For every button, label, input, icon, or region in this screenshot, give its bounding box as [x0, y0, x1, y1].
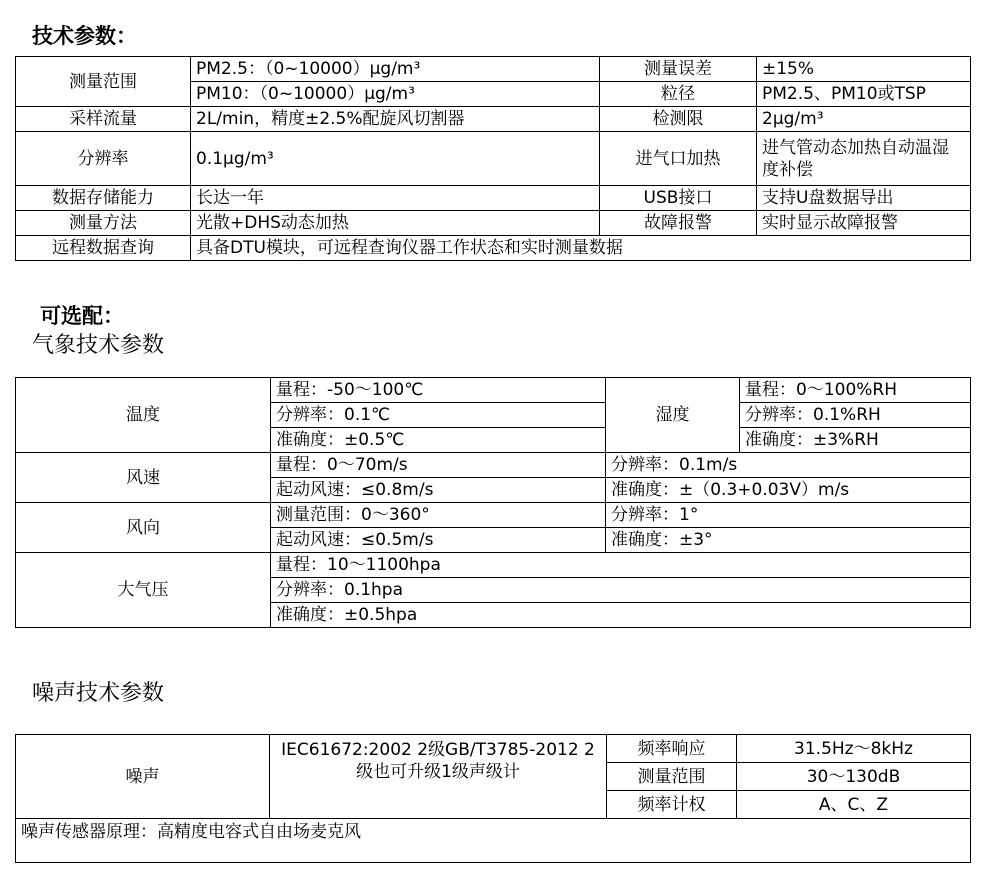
noise-sensor-principle: 噪声传感器原理：高精度电容式自由场麦克风 [16, 819, 971, 863]
wind-direction-range: 测量范围：0～360° [271, 503, 606, 528]
method-value: 光散+DHS动态加热 [191, 211, 600, 236]
storage-label: 数据存储能力 [16, 186, 191, 211]
tech-params-heading: 技术参数： [32, 24, 137, 48]
tech-params-table [15, 56, 971, 261]
wind-speed-label: 风速 [16, 453, 271, 503]
detect-label: 检测限 [600, 107, 757, 132]
noise-params-table [15, 734, 971, 863]
temperature-label: 温度 [16, 378, 271, 453]
noise-range-value: 30～130dB [737, 763, 971, 791]
noise-label: 噪声 [16, 735, 270, 819]
weather-params-table [15, 377, 971, 628]
particle-label: 粒径 [600, 82, 757, 107]
pressure-label: 大气压 [16, 553, 271, 628]
temperature-range: 量程：-50～100℃ [271, 378, 606, 403]
flow-label: 采样流量 [16, 107, 191, 132]
frequency-response-value: 31.5Hz～8kHz [737, 735, 971, 763]
wind-direction-accuracy: 准确度：±3° [606, 528, 971, 553]
usb-label: USB接口 [600, 186, 757, 211]
frequency-weighting-label: 频率计权 [607, 791, 737, 819]
measure-range-label: 测量范围 [16, 57, 191, 107]
remote-label: 远程数据查询 [16, 236, 191, 261]
inlet-value: 进气管动态加热自动温湿度补偿 [757, 132, 971, 186]
wind-direction-resolution: 分辨率：1° [606, 503, 971, 528]
inlet-label: 进气口加热 [600, 132, 757, 186]
wind-speed-accuracy: 准确度：±（0.3+0.03V）m/s [606, 478, 971, 503]
pm25-range: PM2.5：（0~10000）μg/m³ [191, 57, 600, 82]
fault-label: 故障报警 [600, 211, 757, 236]
humidity-range: 量程：0～100%RH [740, 378, 971, 403]
noise-standard: IEC61672:2002 2级GB/T3785-2012 2级也可升级1级声级计 [270, 735, 607, 819]
wind-direction-label: 风向 [16, 503, 271, 553]
usb-value: 支持U盘数据导出 [757, 186, 971, 211]
detect-value: 2μg/m³ [757, 107, 971, 132]
noise-range-label: 测量范围 [607, 763, 737, 791]
wind-speed-resolution: 分辨率：0.1m/s [606, 453, 971, 478]
remote-value: 具备DTU模块，可远程查询仪器工作状态和实时测量数据 [191, 236, 971, 261]
storage-value: 长达一年 [191, 186, 600, 211]
optional-heading: 可选配： [40, 304, 124, 328]
weather-params-heading: 气象技术参数 [32, 333, 165, 358]
wind-direction-start: 起动风速：≤0.5m/s [271, 528, 606, 553]
pressure-resolution: 分辨率：0.1hpa [271, 578, 971, 603]
temperature-accuracy: 准确度：±0.5℃ [271, 428, 606, 453]
error-value: ±15% [757, 57, 971, 82]
flow-value: 2L/min，精度±2.5%配旋风切割器 [191, 107, 600, 132]
humidity-label: 湿度 [606, 378, 740, 453]
resolution-value: 0.1μg/m³ [191, 132, 600, 186]
wind-speed-range: 量程：0～70m/s [271, 453, 606, 478]
pm10-range: PM10：（0~10000）μg/m³ [191, 82, 600, 107]
frequency-weighting-value: A、C、Z [737, 791, 971, 819]
error-label: 测量误差 [600, 57, 757, 82]
particle-value: PM2.5、PM10或TSP [757, 82, 971, 107]
method-label: 测量方法 [16, 211, 191, 236]
frequency-response-label: 频率响应 [607, 735, 737, 763]
humidity-resolution: 分辨率：0.1%RH [740, 403, 971, 428]
wind-speed-start: 起动风速：≤0.8m/s [271, 478, 606, 503]
fault-value: 实时显示故障报警 [757, 211, 971, 236]
resolution-label: 分辨率 [16, 132, 191, 186]
noise-params-heading: 噪声技术参数 [32, 681, 165, 706]
pressure-accuracy: 准确度：±0.5hpa [271, 603, 971, 628]
temperature-resolution: 分辨率：0.1℃ [271, 403, 606, 428]
pressure-range: 量程：10～1100hpa [271, 553, 971, 578]
humidity-accuracy: 准确度：±3%RH [740, 428, 971, 453]
